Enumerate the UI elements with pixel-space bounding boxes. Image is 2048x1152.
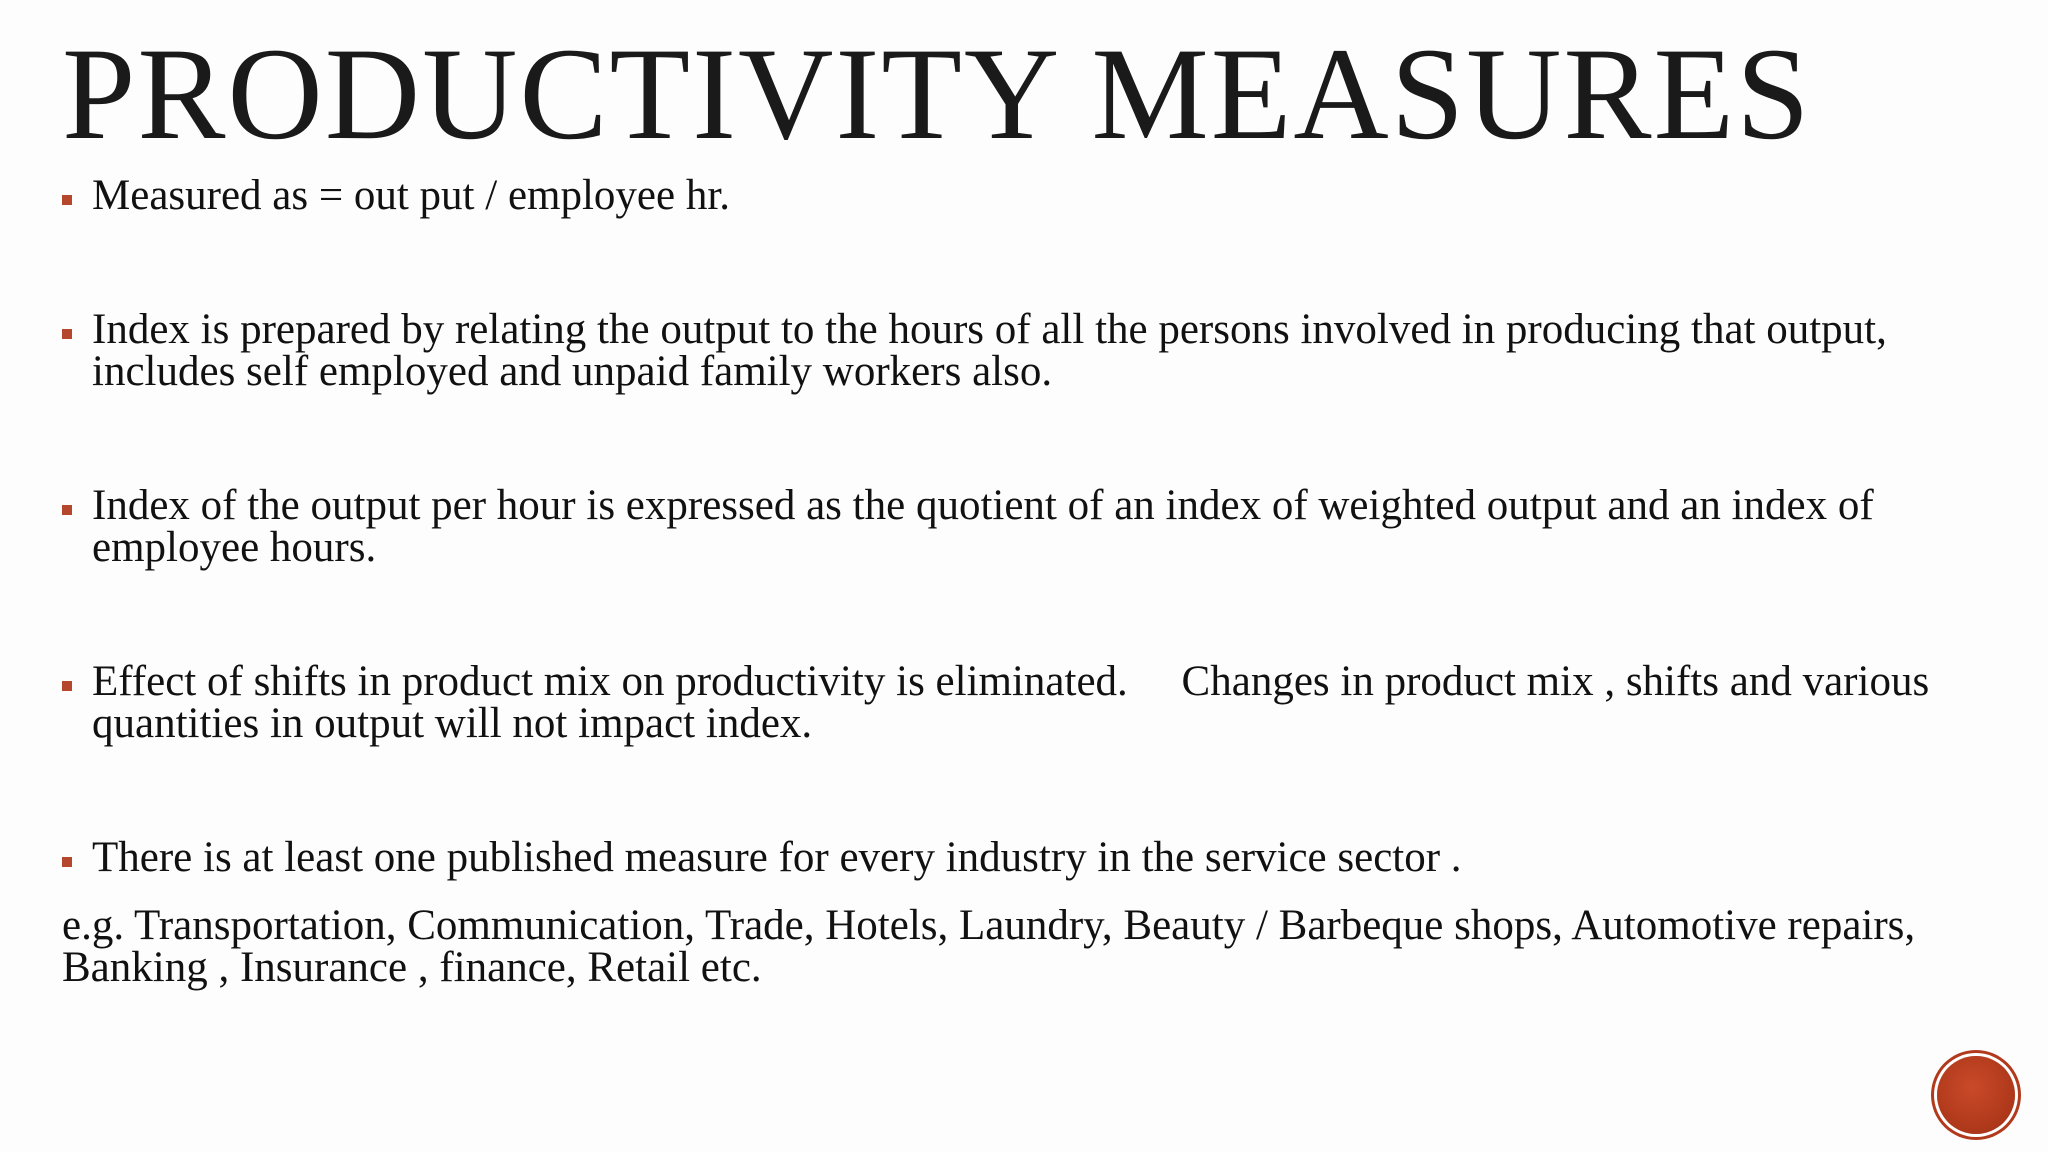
red-circle-button-icon[interactable]: [1937, 1056, 2015, 1134]
bullet-text: Index of the output per hour is expressed as the quotient of an index of weighted output and an index of employee hours.: [92, 482, 1874, 571]
bullet-item: [62, 834, 1462, 881]
square-bullet-icon: [62, 857, 72, 867]
square-bullet-icon: [62, 329, 72, 339]
bullet-text: Index is prepared by relating the output to the hours of all the persons involved in producing that output, includes self employed and unpaid family workers also.: [92, 306, 1887, 395]
bullet-item: [62, 306, 1992, 395]
bullet-text: Effect of shifts in product mix on productivity is eliminated. Changes in product mix , shifts and various quantities in output will not impact index.: [92, 658, 1940, 747]
example-text: e.g. Transportation, Communication, Trade, Hotels, Laundry, Beauty / Barbeque shops, Automotive repairs, Banking , Insurance , finance, Retail etc.: [62, 902, 1916, 991]
bullet-text: There is at least one published measure for every industry in the service sector .: [92, 834, 1462, 881]
bullet-text: Measured as = out put / employee hr.: [92, 172, 731, 219]
square-bullet-icon: [62, 195, 72, 205]
slide-title: PRODUCTIVITY MEASURES: [62, 20, 1812, 167]
square-bullet-icon: [62, 681, 72, 691]
bullet-item: [62, 482, 1992, 571]
bullet-item: [62, 172, 731, 219]
square-bullet-icon: [62, 505, 72, 515]
bullet-item: [62, 658, 1992, 747]
